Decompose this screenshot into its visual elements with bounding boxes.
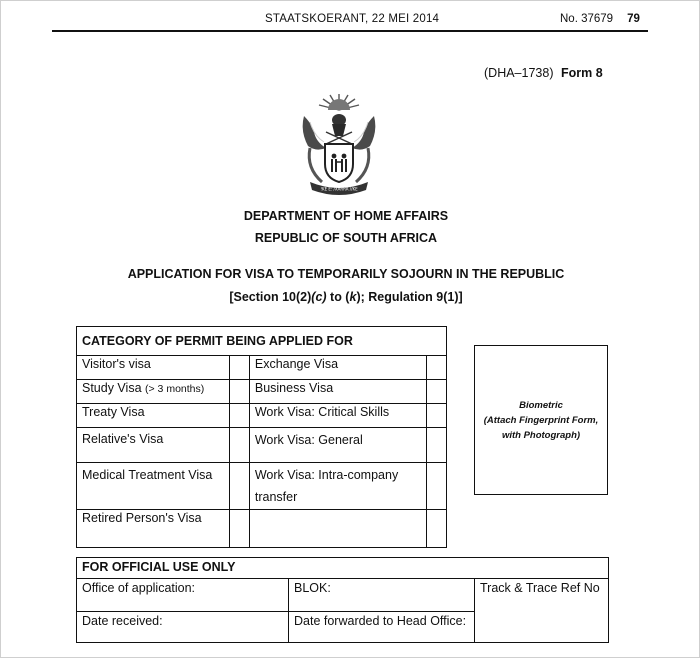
checkbox-retired-visa[interactable]	[229, 510, 249, 548]
checkbox-business-visa[interactable]	[426, 380, 446, 404]
date-forwarded-field[interactable]: Date forwarded to Head Office:	[289, 612, 475, 643]
track-trace-field[interactable]: Track & Trace Ref No	[475, 579, 609, 643]
form-title: APPLICATION FOR VISA TO TEMPORARILY SOJOURN IN THE REPUBLIC	[127, 267, 565, 281]
table-row	[77, 428, 447, 463]
official-use-title: FOR OFFICIAL USE ONLY	[77, 558, 609, 579]
table-row	[77, 463, 447, 510]
permit-label-relatives: Relative's Visa	[77, 428, 230, 463]
checkbox-critical-skills-visa[interactable]	[426, 404, 446, 428]
section-to: to (	[326, 290, 350, 304]
table-row	[77, 510, 447, 548]
permit-label-retired: Retired Person's Visa	[77, 510, 230, 548]
checkbox-empty[interactable]	[426, 510, 446, 548]
permit-category-table	[76, 326, 447, 548]
checkbox-treaty-visa[interactable]	[229, 404, 249, 428]
gazette-number-block	[560, 13, 640, 25]
department-name: DEPARTMENT OF HOME AFFAIRS	[243, 209, 449, 223]
study-visa-text: Study Visa	[82, 381, 142, 395]
header-rule	[52, 30, 648, 32]
checkbox-intra-company-visa[interactable]	[426, 463, 446, 510]
republic-name: REPUBLIC OF SOUTH AFRICA	[254, 231, 438, 245]
motto-text: !KE E: /XARRA //KE	[320, 186, 358, 192]
permit-label-study	[77, 380, 230, 404]
permit-label-treaty: Treaty Visa	[77, 404, 230, 428]
permit-label-empty	[249, 510, 426, 548]
form-reference	[484, 66, 603, 80]
office-of-application-field[interactable]: Office of application:	[77, 579, 289, 612]
checkbox-work-general-visa[interactable]	[426, 428, 446, 463]
table-row	[77, 404, 447, 428]
checkbox-study-visa[interactable]	[229, 380, 249, 404]
gazette-header: STAATSKOERANT, 22 MEI 2014	[265, 13, 440, 25]
table-row	[77, 380, 447, 404]
gazette-number: No. 37679	[560, 13, 614, 25]
study-visa-note: (> 3 months)	[145, 383, 205, 395]
checkbox-exchange-visa[interactable]	[426, 356, 446, 380]
blok-field[interactable]: BLOK:	[289, 579, 475, 612]
checkbox-medical-visa[interactable]	[229, 463, 249, 510]
permit-table-title: CATEGORY OF PERMIT BEING APPLIED FOR	[77, 327, 447, 356]
official-use-table	[76, 557, 609, 643]
biometric-title: Biometric	[519, 399, 563, 411]
permit-label-critical-skills: Work Visa: Critical Skills	[249, 404, 426, 428]
checkbox-visitor-visa[interactable]	[229, 356, 249, 380]
permit-label-business: Business Visa	[249, 380, 426, 404]
permit-label-exchange: Exchange Visa	[249, 356, 426, 380]
form-code: (DHA–1738)	[484, 66, 554, 80]
biometric-instruction-2: with Photograph)	[501, 429, 581, 441]
permit-label-work-general: Work Visa: General	[249, 428, 426, 463]
form-name: Form 8	[560, 66, 603, 80]
section-reference	[0, 290, 696, 304]
checkbox-relatives-visa[interactable]	[229, 428, 249, 463]
biometric-instruction-1: (Attach Fingerprint Form,	[483, 414, 599, 426]
table-row	[77, 579, 609, 612]
page-number: 79	[627, 13, 640, 25]
permit-label-intra-company: Work Visa: Intra-company transfer	[249, 463, 426, 510]
permit-table-header	[77, 327, 447, 356]
coat-of-arms-icon	[296, 86, 382, 198]
permit-label-visitor: Visitor's visa	[77, 356, 230, 380]
section-prefix: [Section 10(2)	[229, 290, 312, 304]
biometric-box[interactable]	[474, 345, 608, 495]
section-c: (c)	[311, 290, 327, 304]
date-received-field[interactable]: Date received:	[77, 612, 289, 643]
section-suffix: ); Regulation 9(1)]	[356, 290, 463, 304]
permit-label-medical: Medical Treatment Visa	[77, 463, 230, 510]
official-table-header	[77, 558, 609, 579]
section-k: k	[349, 290, 357, 304]
table-row	[77, 356, 447, 380]
